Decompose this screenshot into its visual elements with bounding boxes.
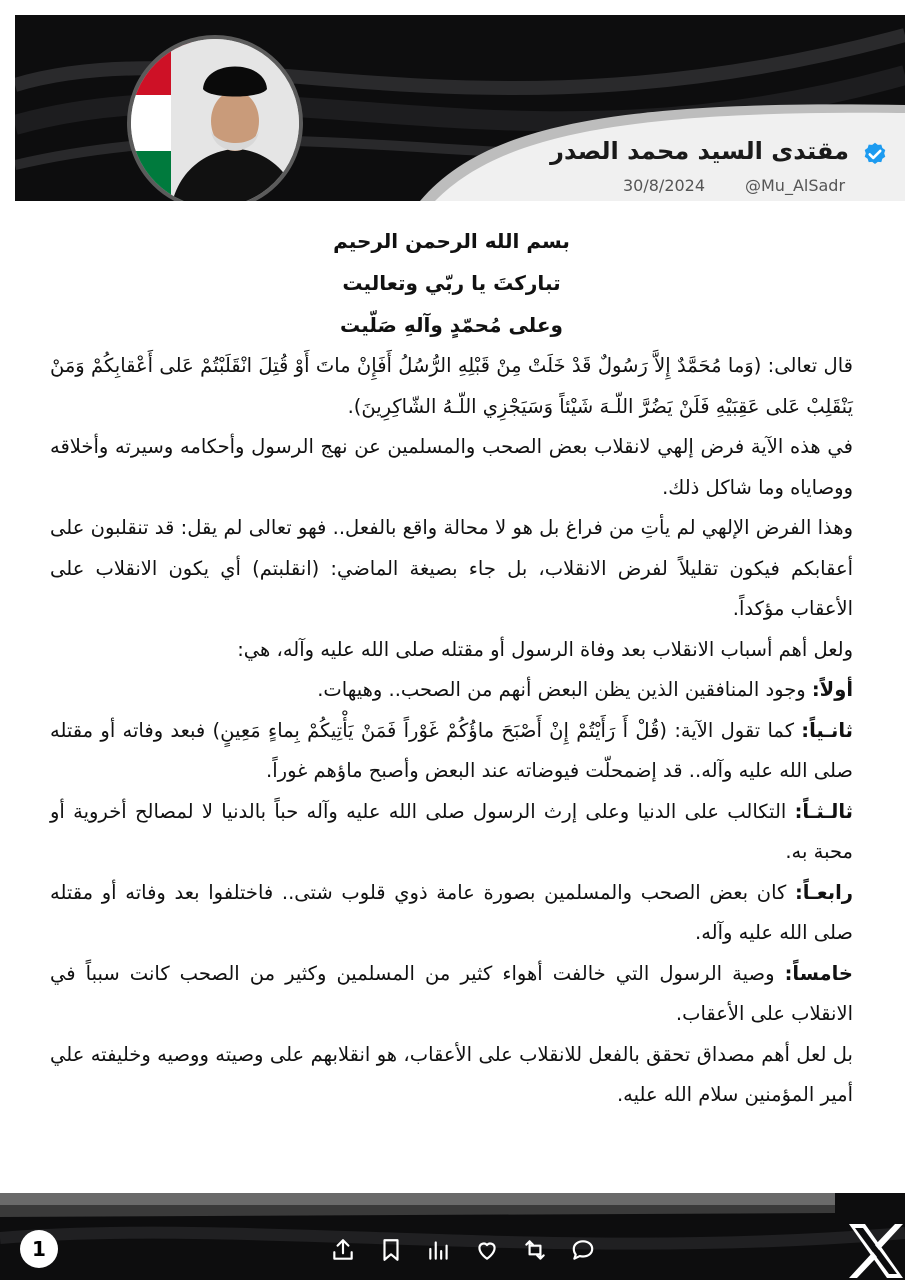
- first-cause-text: وجود المنافقين الذين يظن البعض أنهم من الصحب.. وهيهات.: [317, 678, 812, 701]
- paragraph-divine-premise: في هذه الآية فرض إلهي لانقلاب بعض الصحب والمسلمين عن نهج الرسول وأحكامه وسيرته وأخلاقه ووصاياه وما شاكل ذلك.: [50, 435, 853, 499]
- third-cause-text: التكالب على الدنيا وعلى إرث الرسول صلى الله عليه وآله حباً بالدنيا لا لمصالح أخروية أو محبة به.: [50, 799, 853, 863]
- bookmark-icon: [378, 1237, 404, 1263]
- account-name[interactable]: مقتدى السيد محمد الصدر: [550, 137, 849, 165]
- verified-badge-icon: [861, 141, 889, 169]
- post-body: [50, 220, 853, 1116]
- paragraph-fourth-cause: [50, 873, 853, 954]
- reply-icon: [570, 1237, 596, 1263]
- paragraph-second-cause: [50, 711, 853, 792]
- post-header: [15, 15, 905, 201]
- second-cause-text: كما تقول الآية: (قُلْ أَ رَأَيْتُمْ إِنْ أَصْبَحَ ماؤُكُمْ غَوْراً فَمَنْ يَأْتِيكُمْ بِماءٍ مَعِينٍ) فبعد وفاته أو مقتله صلى الله عليه وآله.. قد إضمحلّت فيوضاته عند البعض وأصبح ماؤهم غوراً.: [50, 718, 853, 782]
- basmala: بسم الله الرحمن الرحيم: [333, 229, 570, 253]
- invocation-line: تباركتَ يا ربّي وتعاليت: [342, 271, 561, 295]
- views-button[interactable]: [421, 1232, 457, 1268]
- avatar-image: [131, 39, 299, 201]
- paragraph-third-cause: [50, 792, 853, 873]
- reply-button[interactable]: [565, 1232, 601, 1268]
- fifth-cause-label: خامساً:: [784, 961, 853, 985]
- repost-button[interactable]: [517, 1232, 553, 1268]
- fifth-cause-text: وصية الرسول التي خالفت أهواء كثير من المسلمين وكثير من الصحب كانت سبباً في الانقلاب على الأعقاب.: [50, 961, 853, 1025]
- share-button[interactable]: [325, 1232, 361, 1268]
- share-icon: [330, 1237, 356, 1263]
- paragraph-first-cause: [50, 670, 853, 711]
- post-date: 30/8/2024: [623, 176, 706, 195]
- action-bar: [325, 1232, 601, 1268]
- paragraph-conclusion: بل لعل أهم مصداق تحقق بالفعل للانقلاب على الأعقاب، هو انقلابهم على وصيته ووصيه وخليفته علي أمير المؤمنين سلام الله عليه.: [50, 1042, 853, 1106]
- paragraph-quran-verse: قال تعالى: (وَما مُحَمَّدٌ إِلاَّ رَسُولٌ قَدْ خَلَتْ مِنْ قَبْلِهِ الرُّسُلُ أَفَإِنْ ماتَ أَوْ قُتِلَ انْقَلَبْتُمْ عَلى أَعْقابِكُمْ وَمَنْ يَنْقَلِبْ عَلى عَقِبَيْهِ فَلَنْ يَضُرَّ اللّـهَ شَيْئاً وَسَيَجْزِي اللّـهُ الشّاكِرِينَ).: [50, 354, 853, 418]
- fourth-cause-label: رابعـاً:: [794, 880, 853, 904]
- first-cause-label: أولاً:: [811, 678, 853, 701]
- fourth-cause-text: كان بعض الصحب والمسلمين بصورة عامة ذوي قلوب شتى.. فاختلفوا بعد وفاته أو مقتله صلى الله عليه وآله.: [50, 880, 853, 944]
- repost-icon: [522, 1237, 548, 1263]
- page-number-badge: 1: [20, 1230, 58, 1268]
- paragraph-fifth-cause: [50, 954, 853, 1035]
- paragraph-past-tense: وهذا الفرض الإلهي لم يأتِ من فراغ بل هو لا محالة واقع بالفعل.. فهو تعالى لم يقل: قد تنقلبون على أعقابكم فيكون تقليلاً لفرض الانقلاب، بل جاء بصيغة الماضي: (انقلبتم) أي يكون الانقلاب على الأعقاب مؤكداً.: [50, 516, 853, 620]
- paragraph-causes-intro: ولعل أهم أسباب الانقلاب بعد وفاة الرسول أو مقتله صلى الله عليه وآله، هي:: [237, 637, 853, 661]
- account-handle[interactable]: @Mu_AlSadr: [745, 176, 846, 195]
- second-cause-label: ثانـياً:: [801, 718, 853, 742]
- like-icon: [474, 1237, 500, 1263]
- like-button[interactable]: [469, 1232, 505, 1268]
- avatar[interactable]: [127, 35, 303, 201]
- views-icon: [426, 1237, 452, 1263]
- third-cause-label: ثالـثـاً:: [794, 799, 853, 823]
- x-logo-icon[interactable]: [845, 1220, 905, 1280]
- bookmark-button[interactable]: [373, 1232, 409, 1268]
- salutation-line: وعلى مُحمّدٍ وآلهِ صَلّيت: [340, 313, 563, 337]
